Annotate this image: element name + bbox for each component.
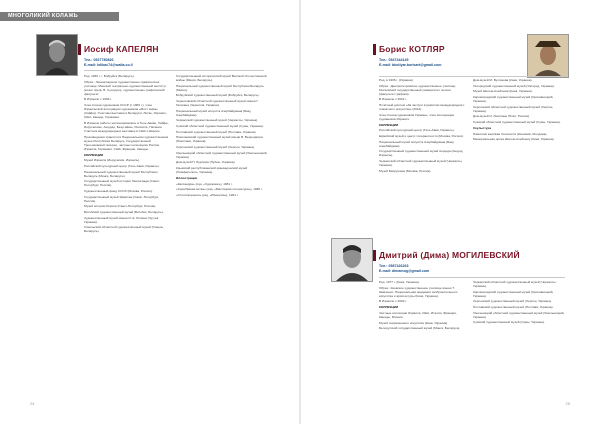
kapelian-name: Иосиф КАПЕЛЯН xyxy=(84,44,159,54)
collection-item: Государственный музей Эрмитаж (Санкт-Петербург, Россия). xyxy=(84,194,159,203)
kapelian-column-1 xyxy=(84,74,170,235)
portrait-image xyxy=(332,239,372,281)
bio-line: Член Союза художников СССР (с 1969 г.), член Израильской ассоциации художников «Мост мира» (Хайфа). Участник выставок в Беларуси, Литве, Израиле, США, Канаде, Германии. xyxy=(84,103,167,120)
kotlyar-column-2 xyxy=(473,78,567,143)
collection-item: Полтавский художественный музей (Полтава, Украина). xyxy=(473,305,554,310)
collection-item: Музей современного искусства (Киев, Украина). xyxy=(379,320,449,325)
portrait-image xyxy=(528,35,568,77)
collection-item: Ужгородский художественный музей (Ужгород, Украина). xyxy=(473,83,555,88)
collections-heading: КОЛЛЕКЦИИ xyxy=(379,122,399,127)
collection-item: Дом-музей И. Левитана (Плёс, Россия). xyxy=(473,114,530,119)
collection-item: Российский культурный центр (Тель-Авив, Израиль). xyxy=(84,164,160,169)
bio-line: В Израиле с 2001 г. xyxy=(379,97,407,102)
bio-line: В Израиле работы экспонировались в Тель-Авиве, Хайфе, Иерусалиме, Ашдоде, Беэр-Шеве, Реховоте, Натании. Участник международных выставок в США и Европе. xyxy=(84,120,169,133)
illustration-item: «Серебряная ветка» (изд. «Мастацкая литература»), 1985 г. xyxy=(176,187,263,192)
sculpture-heading: Скульптура xyxy=(473,125,492,130)
collection-item: Крымский республиканский краеведческий музей (Симферополь, Украина). xyxy=(176,165,248,175)
kapelian-photo xyxy=(36,34,78,76)
mogilevsky-column-1 xyxy=(379,280,467,332)
kotlyar-email[interactable]: E-mail: bkotlyar.borisart@gmail.com xyxy=(379,62,442,67)
collection-item: Херсонский художественный музей (Херсон, Украина). xyxy=(176,145,255,149)
collection-item: Гомельский областной художественный музей (Гомель, Беларусь). xyxy=(84,225,164,234)
page-number-left: 24 xyxy=(30,401,35,406)
collection-item: Музей истории Рериха (Санкт-Петербург, Россия). xyxy=(84,204,157,209)
collection-item: Николаевский художественный музей имени В. Верещагина (Николаев, Украина). xyxy=(176,135,263,144)
collections-heading: КОЛЛЕКЦИИ xyxy=(84,152,104,157)
collection-item: Национальный художественный музей Республики Беларусь (Минск). xyxy=(176,83,264,92)
collections-heading: КОЛЛЕКЦИИ xyxy=(379,305,399,310)
collection-item: Сумский художественный музей (Сумы, Украина). xyxy=(473,320,545,325)
collection-item: Художественный фонд СССР (Москва, Россия). xyxy=(84,189,153,194)
collection-item: Херсонский художественный музей (Херсон, Украина). xyxy=(473,299,552,304)
mogilevsky-rule xyxy=(379,277,565,278)
mogilevsky-phone[interactable]: Тел.: 0587426263 xyxy=(379,264,409,268)
collection-item: Национальный музей искусств Азербайджана (Баку, Азербайджан). xyxy=(176,108,252,117)
collection-item: Витебский художественный музей (Витебск, Беларусь). xyxy=(84,210,164,215)
kapelian-phone[interactable]: Тел.: 0527780826 xyxy=(84,58,114,62)
collection-item: Дом-музей Н. Бурлюка (Лубны, Украина). xyxy=(176,160,236,165)
bio-line: Род. 1936 г. г. Бобруйск (Беларусь). xyxy=(84,74,135,78)
collection-item: Национальный музей искусств Азербайджана (Баку, Азербайджан). xyxy=(379,139,455,148)
collection-item: Российский культурный центр (Тель-Авив, Израиль). xyxy=(379,128,455,133)
mogilevsky-contact xyxy=(379,264,429,273)
section-header-title: МНОГОЛИКИЙ КОЛАЖЬ xyxy=(8,13,78,19)
mogilevsky-name: Дмитрий (Дима) МОГИЛЕВСКИЙ xyxy=(379,250,520,260)
bio-line: Род. в 1936 г. (Украина). xyxy=(379,78,414,82)
sculpture-item: Мемориальная доска Шолом-Алейхему (Киев, Украина). xyxy=(473,137,555,142)
collection-item: Хмельницкий областной художественный музей (Хмельницкий, Украина). xyxy=(176,150,268,159)
kapelian-column-2 xyxy=(176,74,268,199)
collection-item: Музей Бахрушина (Москва, Россия). xyxy=(379,168,432,173)
kotlyar-photo xyxy=(527,34,569,78)
mogilevsky-column-2 xyxy=(473,280,567,326)
kotlyar-rule xyxy=(379,76,565,77)
illustration-item: «Стихотворения» (изд. «Юнацтва»), 1991 г. xyxy=(176,192,239,197)
bio-line: Образ.: Киевское художественное училище имени Т. Шевченко; Национальная академия изобразительного искусства и архитектуры (Киев, Украина). xyxy=(379,285,458,298)
collection-item: Полтавский художественный музей (Полтава, Украина). xyxy=(176,129,257,134)
collection-item: Белорусский государственный музей (Минск, Беларусь). xyxy=(379,326,461,331)
bio-line: Род. 1977 г. (Киев, Украина). xyxy=(379,280,420,284)
mogilevsky-photo xyxy=(331,238,373,282)
kapelian-email[interactable]: E-mail: lolikac74@walla.co.il xyxy=(84,62,133,67)
bio-line: Образ.: Ленинградское художественно-графическое училище; Минский театрально-художественный институт (класс проф. В. Сухоруко), художественно-графический факультет. xyxy=(84,79,167,96)
collection-item: Государственный художественный музей Ашдода (Ашдод, Израиль). xyxy=(379,149,464,158)
kotlyar-phone[interactable]: Тел.: 0547444149 xyxy=(379,58,409,62)
collection-item: Музей Шолом-Алейхема (Киев, Украина). xyxy=(473,89,533,94)
kotlyar-name-bar xyxy=(373,44,376,55)
collection-item: Черкасский областной художественный музей (Черкассы, Украина). xyxy=(473,280,557,289)
bio-line: Член Союза художников Украины, член Ассоциации художников Израиля. xyxy=(379,112,455,121)
collection-item: Еврейский музей и центр толерантности (Москва, Россия). xyxy=(379,134,464,139)
kotlyar-column-1 xyxy=(379,78,467,174)
illustration-item: «Кассандра» (изд. «Художник»), 1981 г. xyxy=(176,181,233,186)
kapelian-name-bar xyxy=(78,44,81,55)
collection-item: Херсонский областной художественный музей (Херсон, Украина). xyxy=(473,104,554,113)
collection-item: Хмельницкий областной художественный музей (Хмельницкий, Украина). xyxy=(473,310,565,319)
collection-item: Национальный художественный музей Республики Беларусь (Минск, Беларусь). xyxy=(84,169,158,178)
page-number-right: 25 xyxy=(565,401,570,406)
collection-item: Кировоградский художественный музей (Кропивницкий, Украина). xyxy=(473,289,554,298)
collection-item: Государственный музей истории Ленинграда (Санкт-Петербург, Россия). xyxy=(84,179,161,188)
portrait-image xyxy=(37,35,77,75)
bio-line: В Израиле с 1996 г. xyxy=(84,97,112,102)
collection-item: Музей Израиля (Иерусалим, Израиль). xyxy=(84,158,140,163)
sculpture-item: Памятник жертвам Холокоста (Кишинёв, Молдова). xyxy=(473,131,548,136)
collection-item: Кировоградский художественный музей (Кропивницкий, Украина). xyxy=(473,94,554,103)
bio-line: Образ.: Днепропетровское художественное училище; Московский государственный университет печати (факультет графики). xyxy=(379,83,457,96)
kotlyar-contact xyxy=(379,58,441,67)
mogilevsky-email[interactable]: E-mail: dimamog@gmail.com xyxy=(379,268,430,273)
collection-item: Дом-музей М. Булгакова (Киев, Украина). xyxy=(473,78,533,82)
bio-line: Произведения хранятся в Национальном художественном музее Республики Беларусь, Государственной Третьяковской галерее, частных коллекциях России, Израиля, Германии, США, Франции, Канады. xyxy=(84,134,169,151)
collection-item: Художественный музей имени И. Е. Репина (Чугуев, Украина). xyxy=(84,215,160,224)
kotlyar-name: Борис КОТЛЯР xyxy=(379,44,445,54)
kapelian-rule xyxy=(84,70,264,71)
collection-item: Черкасский областной художественный музей (Черкассы, Украина). xyxy=(379,159,463,168)
illustrations-heading: Иллюстрации xyxy=(176,176,198,181)
collection-item: Сумский областной художественный музей (Сумы, Украина). xyxy=(176,124,264,129)
bio-line: В Израиле с 2002 г. xyxy=(379,299,407,304)
right-page xyxy=(301,0,600,424)
collection-item: Частные коллекции Израиля, США, Италии, Франции, Канады, Японии. xyxy=(379,311,457,320)
collection-item: Бобруйский художественный музей (Бобруйск, Беларусь). xyxy=(176,93,260,98)
kapelian-contact xyxy=(84,58,133,67)
collection-item: Государственный исторический музей Великой Отечественной войны (Минск, Беларусь). xyxy=(176,74,267,83)
left-page xyxy=(0,0,299,424)
bio-line: Почётный диплом «За заслуги в развитии международного плакатного искусства» (2012). xyxy=(379,103,465,112)
mogilevsky-name-bar xyxy=(373,250,376,261)
collection-item: Черкасский художественный музей (Черкассы, Украина). xyxy=(176,118,258,123)
collection-item: Сумский областной художественный музей (Сумы, Украина). xyxy=(473,119,561,124)
collection-item: Черниговский областной художественный музей имени Г. Галагана (Чернигов, Украина). xyxy=(176,99,259,108)
